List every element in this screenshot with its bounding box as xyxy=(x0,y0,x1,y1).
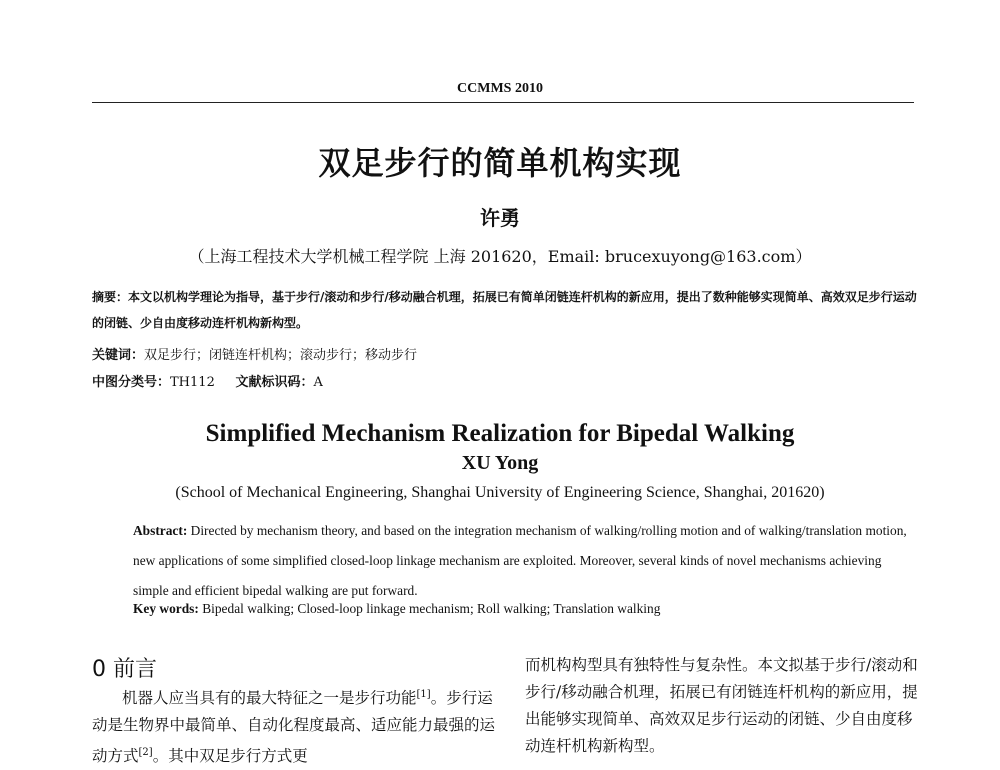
classification-value: TH112 xyxy=(170,375,215,390)
keywords-en-label: Key words: xyxy=(133,601,199,616)
abstract-cn-label: 摘要： xyxy=(92,290,129,304)
header-rule xyxy=(92,102,914,103)
abstract-en-label: Abstract: xyxy=(133,523,188,538)
keywords-en-text: Bipedal walking; Closed-loop linkage mechanism; Roll walking; Translation walking xyxy=(202,601,661,616)
abstract-en xyxy=(133,516,913,606)
citation-2[interactable]: [2] xyxy=(138,747,153,759)
citation-1[interactable]: [1] xyxy=(416,689,431,700)
keywords-cn-text: 双足步行；闭链连杆机构；滚动步行；移动步行 xyxy=(144,348,418,363)
left-col-text-a: 机器人应当具有的最大特征之一是步行功能 xyxy=(122,689,417,708)
affiliation-cn: （上海工程技术大学机械工程学院 上海 201620，Email: brucexuyong@163.com） xyxy=(188,247,812,266)
classification-label: 中图分类号： xyxy=(92,375,171,390)
author-en: XU Yong xyxy=(461,452,539,474)
body-right-column: 而机构构型具有独特性与复杂性。本文拟基于步行/滚动和步行/移动融合机理，拓展已有闭链连杆机构的新应用，提出能够实现简单、高效双足步行运动的闭链、少自由度移动连杆机构新构型。 xyxy=(525,656,918,755)
abstract-cn xyxy=(92,284,922,336)
abstract-en-text: Directed by mechanism theory, and based on the integration mechanism of walking/rolling motion and of walking/translation motion, new applications of some simplified closed-loop linkage mechanism are exploited. Moreover, several kinds of novel mechanisms achieving simple and efficient bipedal walking are put forward. xyxy=(133,523,907,598)
left-col-text-c: 。其中双足步行方式更 xyxy=(152,747,308,766)
paper-title-cn: 双足步行的简单机构实现 xyxy=(318,144,682,182)
running-header: CCMMS 2010 xyxy=(457,81,543,96)
doc-code-value: A xyxy=(313,375,323,390)
body-left-column xyxy=(92,681,500,770)
keywords-en xyxy=(133,601,660,617)
left-col-text-b: 。步行运动是生物界中最简单、自动化程度最高、适应能力最强的运动方式 xyxy=(92,689,496,766)
keywords-cn-label: 关键词： xyxy=(92,348,145,363)
section-heading: 0 前言 xyxy=(92,657,157,682)
paper-title-en: Simplified Mechanism Realization for Bipedal Walking xyxy=(205,420,795,447)
abstract-cn-text: 本文以机构学理论为指导，基于步行/滚动和步行/移动融合机理，拓展已有简单闭链连杆机构的新应用，提出了数种能够实现简单、高效双足步行运动的闭链、少自由度移动连杆机构新构型。 xyxy=(92,290,917,330)
classification-line xyxy=(92,371,323,390)
doc-code-label: 文献标识码： xyxy=(235,375,314,390)
author-cn: 许勇 xyxy=(480,206,520,230)
keywords-cn xyxy=(92,344,417,363)
affiliation-en: (School of Mechanical Engineering, Shanghai University of Engineering Science, Shanghai, 201620) xyxy=(175,484,825,501)
